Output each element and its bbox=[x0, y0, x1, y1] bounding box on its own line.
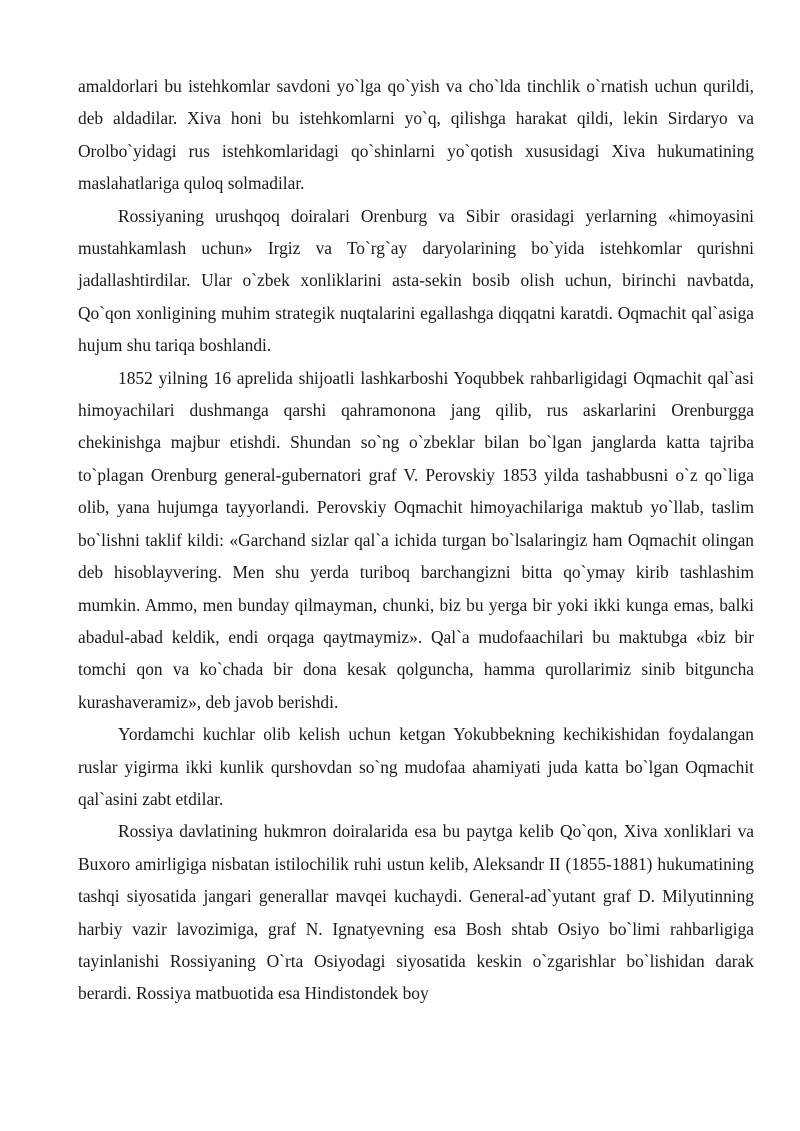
paragraph-5: Rossiya davlatining hukmron doiralarida esa bu paytga kelib Qo`qon, Xiva xonliklari va Buxoro amirligiga nisbatan istilochilik ruhi ustun kelib, Aleksandr II (1855-1881) hukumatining tashqi siyosatida jangari generallar mavqei kuchaydi. General-ad`yutant graf D. Milyutinning harbiy vazir lavozimiga, graf N. Ignatyevning esa Bosh shtab Osiyo bo`limi rahbarligiga tayinlanishi Rossiyaning O`rta Osiyodagi siyosatida keskin o`zgarishlar bo`lishidan darak berardi. Rossiya matbuotida esa Hindistondek boy bbox=[78, 821, 754, 1004]
paragraph-4: Yordamchi kuchlar olib kelish uchun ketgan Yokubbekning kechikishidan foydalangan ruslar yigirma ikki kunlik qurshovdan so`ng mudofaa ahamiyati juda katta bo`lgan Oqmachit qal`asini zabt etdilar. bbox=[78, 724, 754, 809]
paragraph-2: Rossiyaning urushqoq doiralari Orenburg va Sibir orasidagi yerlarning «himoyasini mustahkamlash uchun» Irgiz va To`rg`ay daryolarining bo`yida istehkomlar qurishni jadallashtirdilar. Ular o`zbek xonliklarini asta-sekin bosib olish uchun, birinchi navbatda, Qo`qon xonligining muhim strategik nuqtalarini egallashga diqqatni karatdi. Oqmachit qal`asiga hujum shu tariqa boshlandi. bbox=[78, 205, 754, 356]
document-page bbox=[78, 70, 754, 1010]
paragraph-3: 1852 yilning 16 aprelida shijoatli lashkarboshi Yoqubbek rahbarligidagi Oqmachit qal`asi himoyachilari dushmanga qarshi qahramonona jang qilib, rus askarlarini Orenburgga chekinishga majbur etishdi. Shundan so`ng o`zbeklar bilan bo`lgan janglarda katta tajriba to`plagan Orenburg general-gubernatori graf V. Perovskiy 1853 yilda tashabbusni o`z qo`liga olib, yana hujumga tayyorlandi. Perovskiy Oqmachit himoyachilariga maktub yo`llab, taslim bo`lishni taklif kildi: «Garchand sizlar qal`a ichida turgan bo`lsalaringiz ham Oqmachit olingan deb hisoblayvering. Men shu yerda turiboq barchangizni bitta qo`ymay kirib tashlashim mumkin. Ammo, men bunday qilmayman, chunki, biz bu yerga bir yoki ikki kunga emas, balki abadul-abad keldik, endi orqaga qaytmaymiz». Qal`a mudofaachilari bu maktubga «biz bir tomchi qon va ko`chada bir dona kesak qolguncha, hamma qurollarimiz sinib bitguncha kurashaveramiz», deb javob berishdi. bbox=[78, 367, 754, 712]
paragraph-1: amaldorlari bu istehkomlar savdoni yo`lga qo`yish va cho`lda tinchlik o`rnatish uchun qurildi, deb aldadilar. Xiva honi bu istehkomlarni yo`q, qilishga harakat qildi, lekin Sirdaryo va Orolbo`yidagi rus istehkomlaridagi qo`shinlarni yo`qotish xususidagi Xiva hukumatining maslahatlariga quloq solmadilar. bbox=[78, 76, 754, 194]
